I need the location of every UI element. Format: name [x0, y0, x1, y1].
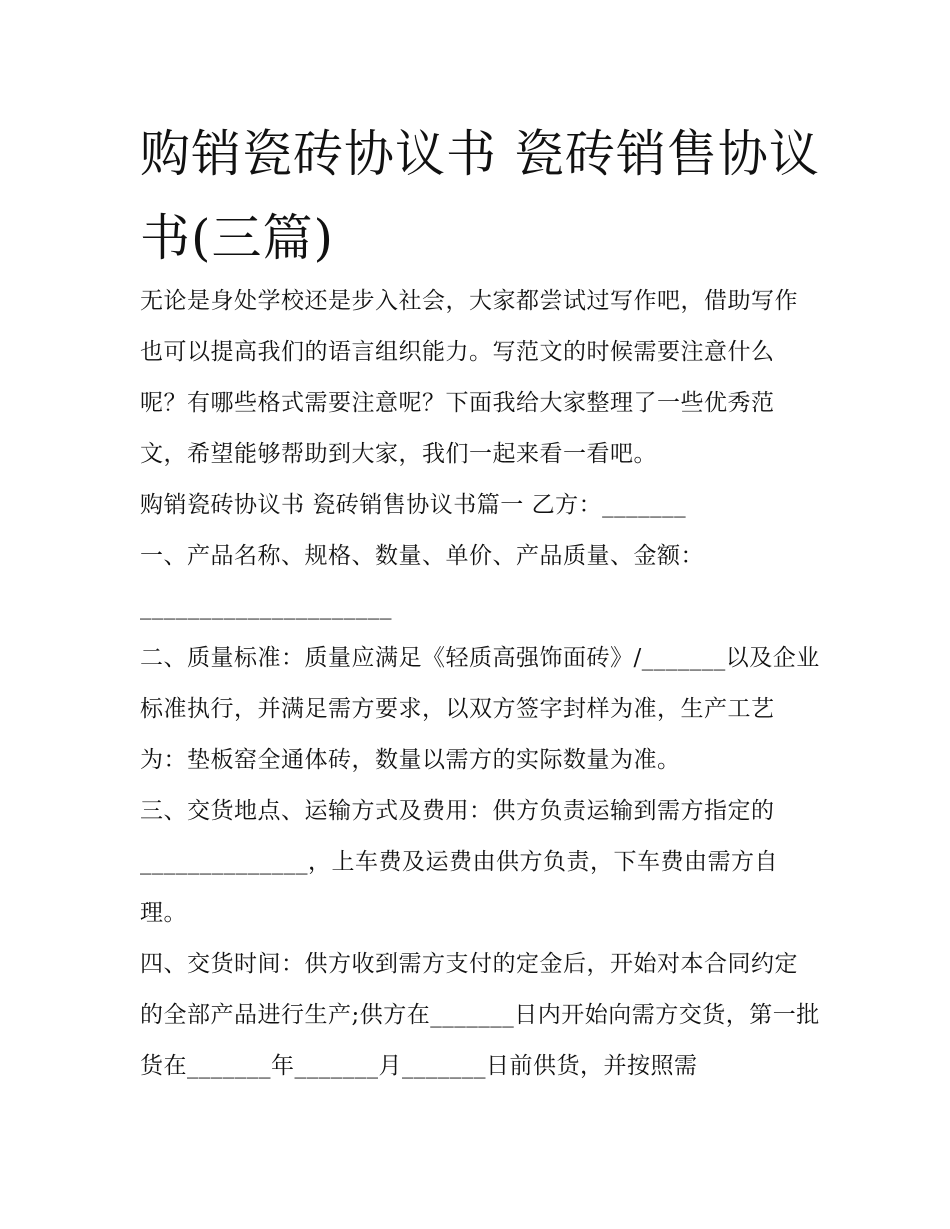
clause-4: 四、交货时间：供方收到需方支付的定金后，开始对本合同约定的全部产品进行生产;供方在_______日内开始向需方交货，第一批货在_______年_______月_______日前供货，并按照需 [140, 951, 820, 1079]
clause-1-blank: _____________________ [140, 594, 392, 620]
clause-3: 三、交货地点、运输方式及费用：供方负责运输到需方指定的______________，上车费及运费由供方负责，下车费由需方自理。 [140, 798, 778, 926]
document-title: 购销瓷砖协议书 瓷砖销售协议书(三篇) [140, 125, 820, 267]
intro-paragraph: 无论是身处学校还是步入社会，大家都尝试过写作吧，借助写作也可以提高我们的语言组织能力。写范文的时候需要注意什么呢？有哪些格式需要注意呢？下面我给大家整理了一些优秀范文，希望能够帮助到大家，我们一起来看一看吧。 [140, 288, 798, 467]
section-heading: 购销瓷砖协议书 瓷砖销售协议书篇一 乙方：_______ [140, 492, 687, 518]
document-body [140, 276, 820, 1092]
clause-2: 二、质量标准：质量应满足《轻质高强饰面砖》/_______以及企业标准执行，并满足需方要求，以双方签字封样为准，生产工艺为：垫板窑全通体砖，数量以需方的实际数量为准。 [140, 645, 820, 773]
clause-1: 一、产品名称、规格、数量、单价、产品质量、金额： [140, 543, 704, 569]
